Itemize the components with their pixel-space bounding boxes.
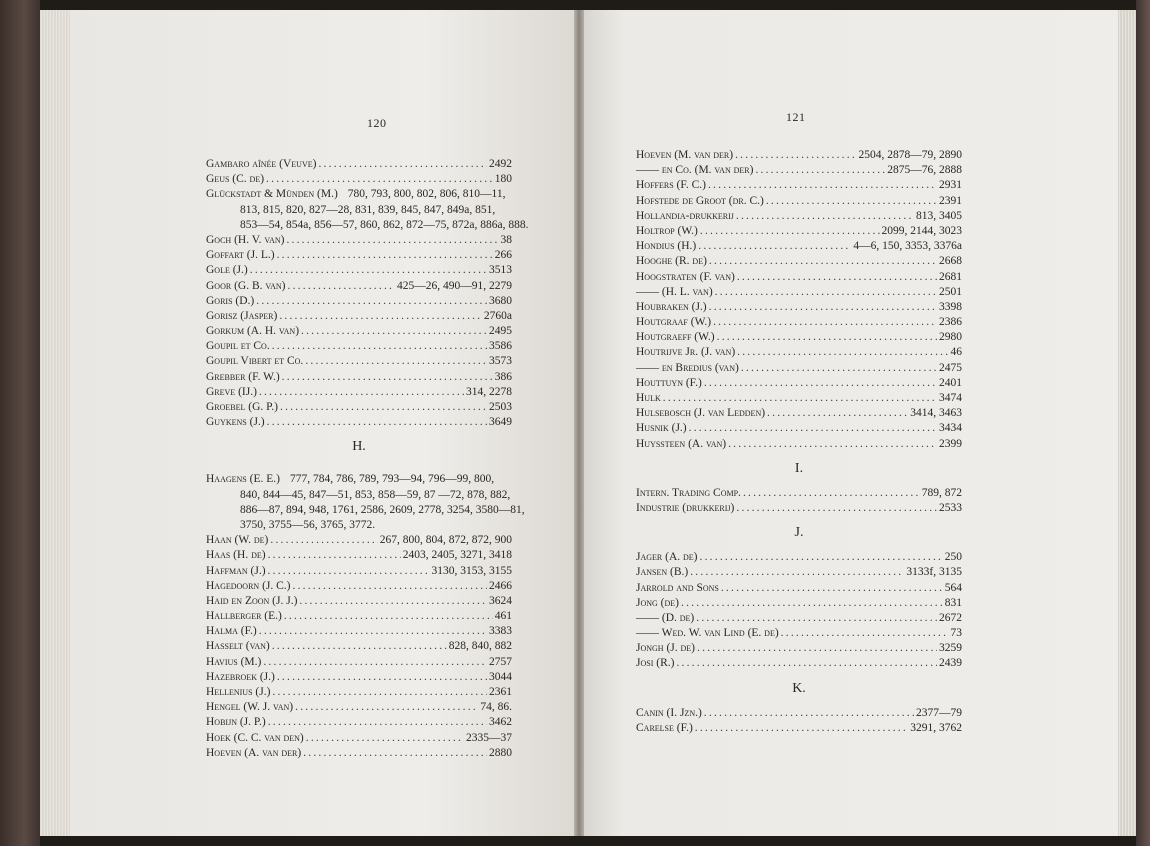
dot-leader — [259, 624, 487, 639]
right-page-number: 121 — [786, 110, 806, 124]
dot-leader — [263, 655, 487, 670]
index-entry — [206, 700, 512, 715]
index-entry-name: Hoeven (A. van der) — [206, 746, 302, 759]
index-entry — [636, 239, 962, 254]
index-entry — [636, 611, 962, 626]
index-entry-name: Hooghe (R. de) — [636, 255, 707, 268]
dot-leader — [781, 626, 949, 641]
index-entry-numbers: 2672 — [939, 611, 962, 624]
index-entry — [636, 300, 962, 315]
index-entry-numbers: 3680 — [489, 294, 512, 307]
index-entry-name: Hoeven (M. van der) — [636, 149, 734, 161]
index-entry-name: Hobijn (J. P.) — [206, 716, 266, 729]
dot-leader — [295, 700, 478, 715]
index-entry-numbers: 2495 — [489, 325, 512, 338]
index-entry-numbers: 3414, 3463 — [910, 407, 962, 420]
dot-leader — [696, 611, 937, 626]
index-entry-name: Hellenius (J.) — [206, 686, 271, 698]
index-entry-name: Grebber (F. W.) — [206, 370, 280, 383]
dot-leader — [704, 376, 937, 391]
section-heading-h: H. — [352, 439, 366, 455]
index-entry-name: Houtgraaf (W.) — [636, 316, 712, 329]
index-entry — [636, 330, 962, 345]
dot-leader — [767, 406, 908, 421]
dot-leader — [708, 178, 937, 193]
index-entry — [206, 400, 512, 415]
section-heading-k: K. — [792, 680, 806, 696]
index-entry-name: Hulsebosch (J. van Ledden) — [636, 407, 766, 420]
index-entry — [636, 163, 962, 178]
index-block-i — [636, 486, 962, 516]
index-entry-name: —— Wed. W. van Lind (E. de) — [636, 627, 779, 640]
dot-leader — [721, 581, 943, 596]
index-entry-numbers: 2391 — [939, 194, 962, 207]
index-entry-name: Jager (A. de) — [636, 551, 698, 564]
index-block-j — [636, 550, 962, 672]
index-entry-continuation: 853—54, 854a, 856—57, 860, 862, 872—75, 872a, 886a, 888. — [240, 218, 529, 231]
dot-leader — [700, 550, 943, 565]
index-entry-numbers: 46 — [950, 346, 962, 359]
index-entry — [636, 656, 962, 671]
index-entry — [636, 209, 962, 224]
dot-leader — [741, 361, 937, 376]
index-entry-continuation: 813, 815, 820, 827—28, 831, 839, 845, 847, 849a, 851, — [240, 203, 496, 216]
index-entry-name: Haagens (E. E.) — [206, 473, 280, 486]
dot-leader — [270, 533, 377, 548]
index-entry-numbers: 267, 800, 804, 872, 872, 900 — [379, 534, 512, 547]
index-entry-numbers: 2401 — [939, 376, 962, 389]
index-entry-name: Houttuyn (F.) — [636, 376, 702, 389]
index-entry-numbers: 38 — [500, 233, 512, 246]
index-entry-numbers: 777, 784, 786, 789, 793—94, 796—99, 800, — [289, 473, 495, 486]
index-entry-name: Havius (M.) — [206, 655, 262, 668]
index-entry-name: Husnik (J.) — [636, 422, 687, 435]
dot-leader — [306, 731, 464, 746]
index-entry-numbers: 2386 — [939, 316, 962, 329]
index-entry — [636, 376, 962, 391]
index-entry-name: Hasselt (van) — [206, 640, 270, 653]
index-entry — [636, 224, 962, 239]
index-entry-numbers: 2931 — [939, 179, 962, 192]
dot-leader — [755, 163, 885, 178]
index-entry-name: Hulk — [636, 392, 661, 404]
index-entry-name: Hallberger (E.) — [206, 610, 282, 623]
index-block-h-continued — [636, 148, 962, 452]
dot-leader — [303, 746, 487, 761]
index-entry-numbers: 813, 3405 — [916, 209, 962, 222]
index-block-g — [206, 157, 529, 430]
dot-leader — [713, 315, 937, 330]
left-index-column — [206, 157, 529, 761]
index-entry-name: Halma (F.) — [206, 625, 257, 638]
index-entry — [206, 472, 512, 487]
index-entry-continuation: 886—87, 894, 948, 1761, 2586, 2609, 2778, 3254, 3580—81, — [240, 503, 525, 516]
index-entry — [206, 609, 512, 624]
dot-leader — [268, 715, 487, 730]
index-entry-name: Hengel (W. J. van) — [206, 701, 294, 714]
index-entry-name: Goffart (J. L.) — [206, 249, 275, 262]
index-entry-name: Goupil Vibert et Co. — [206, 355, 304, 368]
dot-leader — [736, 501, 937, 516]
dot-leader — [715, 285, 937, 300]
index-entry-name: Gorisz (Jasper) — [206, 309, 278, 322]
index-entry — [206, 715, 512, 730]
dot-leader — [293, 579, 488, 594]
dot-leader — [681, 596, 943, 611]
index-entry-numbers: 3398 — [939, 300, 962, 313]
book-cover-left — [0, 0, 40, 846]
index-entry-name: Gole (J.) — [206, 264, 248, 277]
index-entry-name: Jong (de) — [636, 596, 680, 609]
dot-leader — [301, 324, 487, 339]
index-entry-name: Holtrop (W.) — [636, 224, 698, 237]
index-entry-numbers: 4—6, 150, 3353, 3376a — [853, 240, 962, 253]
index-entry-numbers: 831 — [944, 596, 962, 609]
index-entry-numbers: 3044 — [489, 670, 512, 683]
dot-leader — [735, 148, 856, 163]
index-entry — [206, 594, 512, 609]
index-entry-numbers: 2875—76, 2888 — [887, 164, 962, 177]
index-entry-name: Guykens (J.) — [206, 416, 265, 429]
index-entry-name: Groebel (G. P.) — [206, 401, 278, 413]
dot-leader — [280, 400, 487, 415]
dot-leader — [305, 354, 487, 369]
dot-leader — [259, 385, 464, 400]
index-entry-numbers: 3573 — [489, 355, 512, 368]
dot-leader — [690, 565, 904, 580]
index-entry-name: Houtgraeff (W.) — [636, 331, 715, 344]
index-entry — [206, 354, 512, 369]
index-entry-numbers: 2501 — [939, 285, 962, 298]
index-entry-name: —— en Co. (M. van der) — [636, 164, 754, 177]
index-entry — [636, 706, 962, 721]
index-entry — [636, 721, 962, 736]
index-entry-numbers: 461 — [494, 610, 512, 623]
index-entry-continuation: 3750, 3755—56, 3765, 3772. — [240, 518, 376, 531]
index-entry-numbers: 828, 840, 882 — [448, 640, 512, 653]
dot-leader — [766, 194, 937, 209]
index-entry — [636, 178, 962, 193]
index-entry-numbers: 2492 — [489, 158, 512, 170]
index-entry-numbers: 2466 — [489, 579, 512, 592]
index-entry-numbers: 2668 — [939, 255, 962, 268]
index-entry — [206, 655, 512, 670]
dot-leader — [698, 239, 851, 254]
index-entry-numbers: 3624 — [489, 594, 512, 607]
index-entry-name: Hagedoorn (J. C.) — [206, 579, 291, 592]
index-entry — [206, 385, 512, 400]
index-entry — [636, 254, 962, 269]
index-entry-name: Hollandia-drukkerij — [636, 209, 734, 222]
dot-leader — [318, 157, 487, 172]
index-entry-numbers: 564 — [944, 581, 962, 594]
dot-leader — [277, 248, 493, 263]
index-entry — [206, 263, 512, 278]
index-entry-continuation: 840, 844—45, 847—51, 853, 858—59, 87 —72, 878, 882, — [240, 488, 511, 501]
index-entry-name: Canin (I. Jzn.) — [636, 706, 702, 719]
page-edges-right — [1118, 10, 1136, 836]
index-entry — [206, 731, 512, 746]
index-entry-numbers: 789, 872 — [921, 486, 962, 499]
index-entry-numbers: 3291, 3762 — [910, 721, 962, 734]
index-entry-numbers: 2681 — [939, 270, 962, 283]
index-entry-numbers: 3133f, 3135 — [906, 566, 962, 579]
index-entry — [636, 148, 962, 163]
index-entry — [636, 581, 962, 596]
dot-leader — [266, 172, 493, 187]
dot-leader — [728, 437, 937, 452]
dot-leader — [709, 300, 937, 315]
index-entry — [206, 746, 512, 761]
index-entry — [206, 248, 512, 263]
index-entry-numbers: 386 — [494, 370, 512, 383]
index-entry-numbers: 3259 — [939, 642, 962, 655]
index-entry-numbers: 780, 793, 800, 802, 806, 810—11, — [347, 188, 506, 201]
dot-leader — [272, 639, 447, 654]
dot-leader — [256, 294, 487, 309]
dot-leader — [695, 721, 908, 736]
index-entry-numbers: 250 — [944, 551, 962, 564]
right-index-column — [636, 148, 962, 736]
index-entry — [206, 233, 512, 248]
index-entry — [206, 548, 512, 563]
index-entry — [206, 157, 512, 172]
index-entry-numbers: 2980 — [939, 331, 962, 344]
index-entry — [636, 285, 962, 300]
index-entry-numbers: 2503 — [489, 401, 512, 413]
index-entry-numbers: 2439 — [939, 657, 962, 670]
index-entry-name: Houbraken (J.) — [636, 300, 707, 313]
dot-leader — [709, 254, 937, 269]
dot-leader — [676, 656, 937, 671]
index-entry-numbers: 2403, 2405, 3271, 3418 — [402, 549, 512, 562]
index-entry-name: Intern. Trading Comp. — [636, 486, 741, 499]
dot-leader — [700, 224, 880, 239]
dot-leader — [736, 209, 914, 224]
index-entry-numbers: 2335—37 — [466, 731, 512, 744]
dot-leader — [299, 594, 487, 609]
index-entry-name: Hoogstraten (F. van) — [636, 270, 735, 283]
dot-leader — [284, 609, 493, 624]
index-entry-numbers: 266 — [494, 249, 512, 262]
index-entry-name: Geus (C. de) — [206, 173, 265, 186]
dot-leader — [267, 415, 487, 430]
index-entry — [206, 579, 512, 594]
index-entry-name: Industrie (drukkerij) — [636, 501, 735, 514]
dot-leader — [268, 564, 430, 579]
index-entry-numbers: 74, 86. — [480, 701, 512, 714]
index-entry-name: Jarrold and Sons — [636, 581, 719, 594]
dot-leader — [697, 641, 937, 656]
dot-leader — [282, 370, 493, 385]
index-entry — [206, 533, 512, 548]
index-entry — [206, 324, 512, 339]
index-entry — [206, 339, 512, 354]
left-page-number: 120 — [367, 116, 387, 130]
index-entry-name: —— en Bredius (van) — [636, 361, 739, 374]
index-entry — [636, 626, 962, 641]
index-entry — [206, 279, 512, 294]
index-entry-numbers: 2099, 2144, 3023 — [881, 224, 962, 237]
index-entry-numbers: 3586 — [489, 340, 512, 353]
index-entry-name: Hazebroek (J.) — [206, 670, 275, 683]
dot-leader — [272, 339, 487, 354]
index-entry — [636, 406, 962, 421]
index-entry — [636, 486, 962, 501]
index-entry-numbers: 3434 — [939, 422, 962, 435]
index-entry-name: Carelse (F.) — [636, 721, 693, 734]
index-block-h — [206, 472, 525, 761]
index-entry-name: Haan (W. de) — [206, 534, 269, 547]
index-entry-numbers: 2377—79 — [916, 706, 962, 719]
index-entry — [636, 315, 962, 330]
dot-leader — [277, 670, 487, 685]
index-entry-name: Josi (R.) — [636, 657, 675, 670]
index-entry-name: Haas (H. de) — [206, 549, 266, 562]
book-cover-right — [1136, 0, 1150, 846]
index-entry-name: Goris (D.) — [206, 294, 255, 307]
index-entry — [636, 345, 962, 360]
index-entry-name: Hoffers (F. C.) — [636, 179, 706, 192]
index-entry-numbers: 2504, 2878—79, 2890 — [858, 149, 962, 161]
index-entry — [636, 565, 962, 580]
index-entry-name: Houtrijve Jr. (J. van) — [636, 346, 736, 359]
index-entry-numbers: 2361 — [489, 686, 512, 698]
index-entry-numbers: 180 — [494, 173, 512, 186]
index-entry-numbers: 425—26, 490—91, 2279 — [397, 279, 512, 292]
index-entry — [206, 309, 512, 324]
index-entry — [206, 370, 512, 385]
dot-leader — [286, 233, 498, 248]
index-entry — [636, 596, 962, 611]
index-entry-numbers: 73 — [950, 627, 962, 640]
index-entry — [206, 685, 512, 700]
index-entry-name: Huyssteen (A. van) — [636, 437, 727, 450]
dot-leader — [268, 548, 401, 563]
index-entry-numbers: 2760a — [483, 309, 512, 322]
index-entry — [636, 437, 962, 452]
dot-leader — [250, 263, 487, 278]
index-entry-numbers: 2533 — [939, 501, 962, 514]
index-entry — [636, 421, 962, 436]
index-entry-name: Glückstadt & Münden (M.) — [206, 188, 338, 201]
dot-leader — [663, 391, 937, 406]
index-entry — [636, 391, 962, 406]
book-gutter — [574, 10, 584, 836]
index-entry-name: Goch (H. V. van) — [206, 233, 285, 246]
index-entry-numbers: 3383 — [489, 625, 512, 638]
index-entry-name: Gambaro aînée (Veuve) — [206, 158, 317, 170]
index-entry-numbers: 3649 — [489, 416, 512, 429]
index-entry — [206, 187, 512, 202]
index-entry-name: Hoek (C. C. van den) — [206, 731, 304, 744]
index-entry — [206, 415, 512, 430]
dot-leader — [279, 309, 482, 324]
index-entry-name: Greve (IJ.) — [206, 385, 257, 398]
index-entry-name: Jansen (B.) — [636, 566, 689, 579]
index-entry-name: Hofstede de Groot (dr. C.) — [636, 194, 764, 207]
index-entry-numbers: 3513 — [489, 264, 512, 277]
index-entry-numbers: 2880 — [489, 746, 512, 759]
index-entry-name: —— (H. L. van) — [636, 285, 713, 298]
index-entry-name: Hondius (H.) — [636, 240, 697, 253]
index-entry-numbers: 3130, 3153, 3155 — [431, 564, 512, 577]
page-edges-left — [40, 10, 70, 836]
index-entry-numbers: 2399 — [939, 437, 962, 450]
index-entry — [636, 641, 962, 656]
dot-leader — [288, 279, 395, 294]
index-entry — [206, 624, 512, 639]
index-entry — [206, 564, 512, 579]
index-entry — [636, 194, 962, 209]
index-entry-numbers: 314, 2278 — [466, 385, 512, 398]
index-entry-name: Goupil et Co. — [206, 340, 270, 353]
dot-leader — [737, 345, 948, 360]
index-entry — [636, 270, 962, 285]
index-entry — [206, 639, 512, 654]
index-entry — [206, 670, 512, 685]
dot-leader — [689, 421, 937, 436]
dot-leader — [743, 486, 920, 501]
index-entry — [636, 361, 962, 376]
index-entry — [636, 550, 962, 565]
index-entry — [206, 294, 512, 309]
dot-leader — [737, 270, 937, 285]
index-entry-numbers: 2757 — [489, 655, 512, 668]
index-entry — [206, 172, 512, 187]
index-entry-name: Goor (G. B. van) — [206, 279, 286, 292]
index-entry-name: Haffman (J.) — [206, 564, 266, 577]
index-entry-numbers: 3462 — [489, 716, 512, 729]
dot-leader — [704, 706, 914, 721]
index-entry-name: Jongh (J. de) — [636, 642, 696, 655]
section-heading-i: I. — [794, 460, 804, 476]
index-entry-numbers: 3474 — [939, 392, 962, 404]
index-block-k — [636, 706, 962, 736]
index-entry-numbers: 2475 — [939, 361, 962, 374]
index-entry-name: Gorkum (A. H. van) — [206, 325, 300, 338]
dot-leader — [717, 330, 937, 345]
index-entry-name: Haid en Zoon (J. J.) — [206, 594, 298, 607]
section-heading-j: J. — [794, 525, 804, 541]
index-entry-name: —— (D. de) — [636, 611, 695, 624]
index-entry — [636, 501, 962, 516]
dot-leader — [272, 685, 487, 700]
